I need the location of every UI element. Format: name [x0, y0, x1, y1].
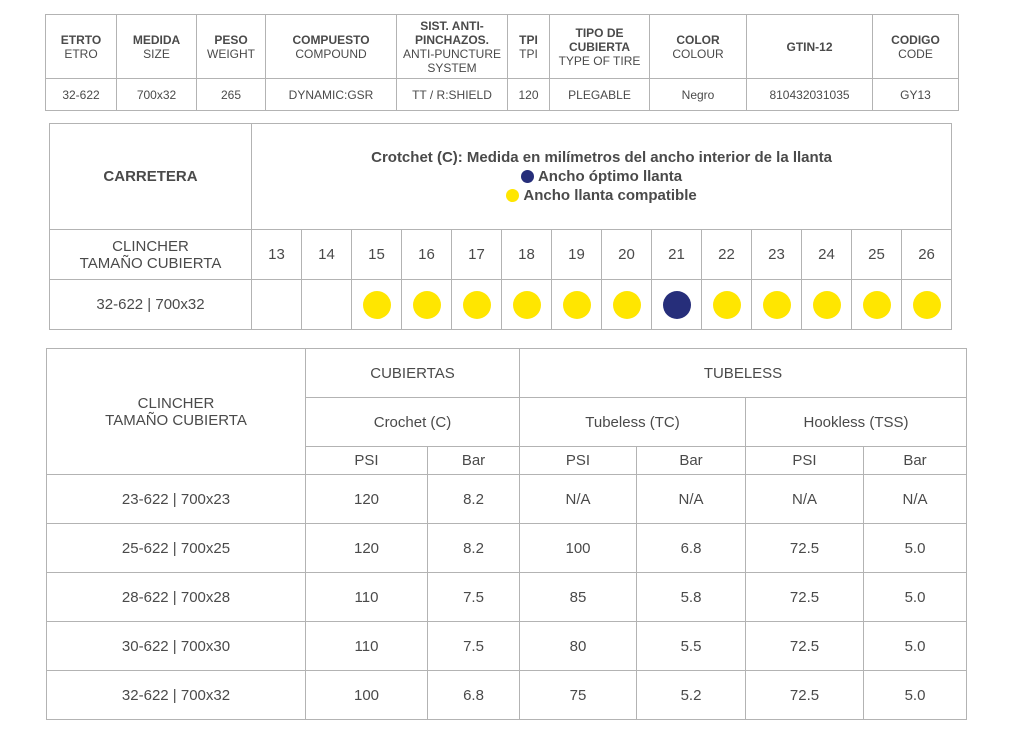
pressure-value: 5.5: [637, 622, 746, 671]
value-size: 700x32: [117, 79, 197, 111]
section-title: CARRETERA: [50, 124, 252, 230]
pressure-value: 110: [306, 622, 428, 671]
table-row: [47, 671, 967, 720]
compatible-dot-icon: [513, 291, 541, 319]
pressure-value: 5.0: [864, 622, 967, 671]
rim-compat-cell: [402, 280, 452, 330]
tire-size: 23-622 | 700x23: [47, 475, 306, 524]
unit: Bar: [428, 447, 520, 475]
pressure-value: 72.5: [746, 573, 864, 622]
rim-compat-row: [50, 280, 952, 330]
rim-width: 20: [602, 230, 652, 280]
rim-compat-cell: [902, 280, 952, 330]
rim-type-tubeless: Tubeless (TC): [520, 398, 746, 447]
rim-compat-cell: [802, 280, 852, 330]
value-colour: Negro: [650, 79, 747, 111]
pressure-value: 6.8: [637, 524, 746, 573]
rim-compat-cell: [602, 280, 652, 330]
optimal-dot-icon: [663, 291, 691, 319]
pressure-value: 72.5: [746, 524, 864, 573]
rim-width: 16: [402, 230, 452, 280]
value-anti-puncture: TT / R:SHIELD: [397, 79, 508, 111]
pressure-value: N/A: [864, 475, 967, 524]
value-code: GY13: [873, 79, 959, 111]
header-tpi: TPI TPI: [508, 15, 550, 79]
compatible-dot-icon: [363, 291, 391, 319]
size-label: CLINCHER TAMAÑO CUBIERTA: [50, 230, 252, 280]
rim-compat-cell: [502, 280, 552, 330]
specs-value-row: [46, 79, 959, 111]
rim-width: 14: [302, 230, 352, 280]
compatible-dot-icon: [563, 291, 591, 319]
pressure-value: 6.8: [428, 671, 520, 720]
pressure-value: 5.0: [864, 524, 967, 573]
legend-compatible-label: Ancho llanta compatible: [523, 187, 697, 204]
compatible-dot-icon: [813, 291, 841, 319]
rim-compat-cell: [652, 280, 702, 330]
value-tire-type: PLEGABLE: [550, 79, 650, 111]
rim-width: 13: [252, 230, 302, 280]
tire-size: 32-622 | 700x32: [47, 671, 306, 720]
pressure-value: 5.0: [864, 671, 967, 720]
group-cubiertas: CUBIERTAS: [306, 349, 520, 398]
rim-compat-cell: [702, 280, 752, 330]
group-tubeless: TUBELESS: [520, 349, 967, 398]
header-colour: COLOR COLOUR: [650, 15, 747, 79]
legend: [252, 124, 952, 230]
pressure-value: 85: [520, 573, 637, 622]
compatible-dot-icon: [713, 291, 741, 319]
compatible-dot-icon: [506, 189, 519, 202]
pressure-header-row-1: [47, 349, 967, 398]
rim-width: 25: [852, 230, 902, 280]
compatible-dot-icon: [613, 291, 641, 319]
pressure-value: 120: [306, 524, 428, 573]
pressure-value: 72.5: [746, 622, 864, 671]
legend-optimal-label: Ancho óptimo llanta: [537, 168, 683, 185]
tire-size: 30-622 | 700x30: [47, 622, 306, 671]
rim-width: 18: [502, 230, 552, 280]
compatible-dot-icon: [763, 291, 791, 319]
rim-header-row: [50, 124, 952, 230]
pressure-value: 75: [520, 671, 637, 720]
legend-title: Crotchet (C): Medida en milímetros del ancho interior de la llanta: [371, 149, 833, 166]
table-row: [47, 524, 967, 573]
optimal-dot-icon: [521, 170, 534, 183]
rim-compat-cell: [552, 280, 602, 330]
value-etrto: 32-622: [46, 79, 117, 111]
rim-width: 24: [802, 230, 852, 280]
pressure-table: [46, 348, 967, 720]
rim-type-hookless: Hookless (TSS): [746, 398, 967, 447]
pressure-value: 7.5: [428, 622, 520, 671]
compatible-dot-icon: [913, 291, 941, 319]
header-anti-puncture: SIST. ANTI- PINCHAZOS. ANTI-PUNCTURE SYSTEM: [397, 15, 508, 79]
rim-compat-cell: [352, 280, 402, 330]
value-compound: DYNAMIC:GSR: [266, 79, 397, 111]
rim-width: 22: [702, 230, 752, 280]
table-row: [47, 573, 967, 622]
pressure-value: 8.2: [428, 475, 520, 524]
unit: PSI: [306, 447, 428, 475]
legend-compatible: [252, 186, 951, 205]
unit: PSI: [746, 447, 864, 475]
pressure-value: 8.2: [428, 524, 520, 573]
rim-width: 23: [752, 230, 802, 280]
value-gtin: 810432031035: [747, 79, 873, 111]
pressure-value: 80: [520, 622, 637, 671]
table-row: [47, 622, 967, 671]
rim-compat-cell: [852, 280, 902, 330]
pressure-value: 7.5: [428, 573, 520, 622]
table-row: [47, 475, 967, 524]
rim-width: 15: [352, 230, 402, 280]
rim-compat-cell: [302, 280, 352, 330]
specs-header-row: [46, 15, 959, 79]
tire-size: 25-622 | 700x25: [47, 524, 306, 573]
size-label: CLINCHER TAMAÑO CUBIERTA: [47, 349, 306, 475]
pressure-value: 110: [306, 573, 428, 622]
pressure-value: 100: [306, 671, 428, 720]
pressure-value: N/A: [520, 475, 637, 524]
rim-width: 17: [452, 230, 502, 280]
compatible-dot-icon: [863, 291, 891, 319]
rim-width-row: [50, 230, 952, 280]
pressure-value: 5.0: [864, 573, 967, 622]
rim-compatibility-table: [49, 123, 952, 330]
rim-width: 21: [652, 230, 702, 280]
rim-compat-cell: [752, 280, 802, 330]
pressure-value: 5.8: [637, 573, 746, 622]
pressure-value: N/A: [746, 475, 864, 524]
header-weight: PESO WEIGHT: [197, 15, 266, 79]
rim-width: 19: [552, 230, 602, 280]
pressure-value: N/A: [637, 475, 746, 524]
unit: Bar: [864, 447, 967, 475]
pressure-value: 120: [306, 475, 428, 524]
compatible-dot-icon: [463, 291, 491, 319]
rim-type-crochet: Crochet (C): [306, 398, 520, 447]
header-code: CODIGO CODE: [873, 15, 959, 79]
header-etrto: ETRTO ETRO: [46, 15, 117, 79]
pressure-value: 100: [520, 524, 637, 573]
unit: PSI: [520, 447, 637, 475]
unit: Bar: [637, 447, 746, 475]
legend-optimal: [252, 167, 951, 186]
compatible-dot-icon: [413, 291, 441, 319]
pressure-value: 72.5: [746, 671, 864, 720]
header-size: MEDIDA SIZE: [117, 15, 197, 79]
tire-size: 32-622 | 700x32: [50, 280, 252, 330]
specs-table: [45, 14, 959, 111]
header-tire-type: TIPO DE CUBIERTA TYPE OF TIRE: [550, 15, 650, 79]
pressure-value: 5.2: [637, 671, 746, 720]
header-compound: COMPUESTO COMPOUND: [266, 15, 397, 79]
rim-compat-cell: [452, 280, 502, 330]
value-tpi: 120: [508, 79, 550, 111]
rim-compat-cell: [252, 280, 302, 330]
tire-size: 28-622 | 700x28: [47, 573, 306, 622]
value-weight: 265: [197, 79, 266, 111]
rim-width: 26: [902, 230, 952, 280]
header-gtin: GTIN-12: [747, 15, 873, 79]
